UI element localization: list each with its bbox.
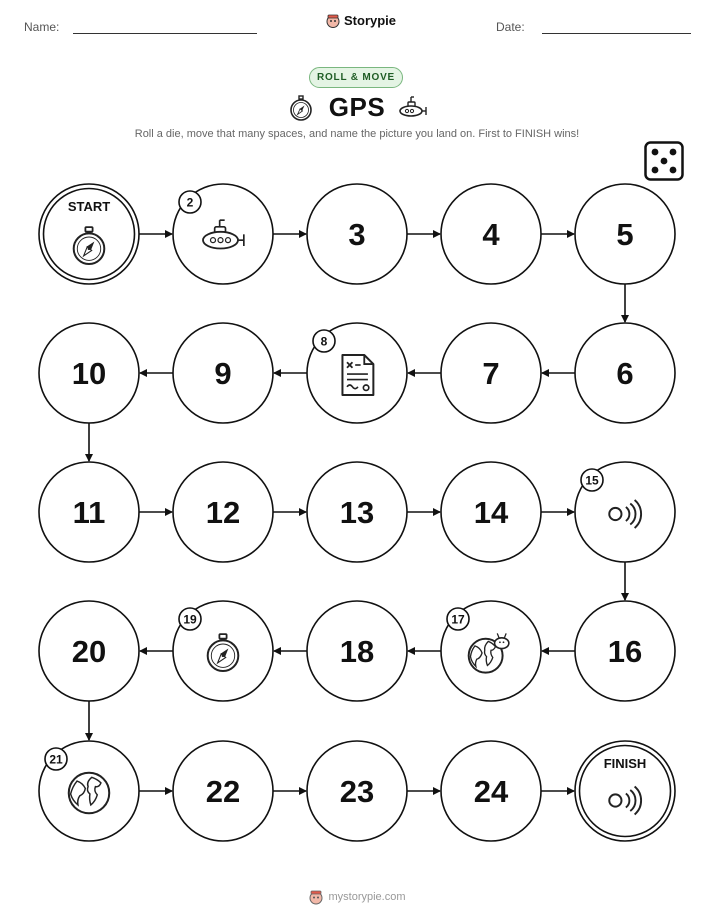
space-number-badge-text: 15 bbox=[585, 473, 599, 488]
board-space-7[interactable] bbox=[441, 323, 541, 423]
board-space-19[interactable] bbox=[173, 601, 273, 701]
space-number: 14 bbox=[473, 495, 509, 530]
board-space-14[interactable] bbox=[441, 462, 541, 562]
board-space-21[interactable] bbox=[39, 741, 139, 841]
board-space-22[interactable] bbox=[173, 741, 273, 841]
storypie-logo-icon bbox=[308, 889, 324, 905]
space-number: 13 bbox=[339, 495, 375, 530]
board-space-24[interactable] bbox=[441, 741, 541, 841]
brand-name: Storypie bbox=[344, 13, 397, 28]
space-number-badge-text: 17 bbox=[451, 612, 465, 627]
space-number: 4 bbox=[482, 217, 500, 252]
footer-url: mystorypie.com bbox=[328, 891, 406, 903]
space-number: 12 bbox=[205, 495, 241, 530]
board-space-5[interactable] bbox=[575, 184, 675, 284]
date-label: Date: bbox=[496, 20, 525, 34]
space-number: 24 bbox=[473, 774, 509, 809]
space-number: 23 bbox=[339, 774, 375, 809]
board-space-15[interactable] bbox=[575, 462, 675, 562]
space-number: 11 bbox=[72, 495, 106, 530]
board-space-13[interactable] bbox=[307, 462, 407, 562]
start-space[interactable] bbox=[39, 184, 139, 284]
board-space-6[interactable] bbox=[575, 323, 675, 423]
space-number: 20 bbox=[71, 634, 107, 669]
space-number: 22 bbox=[205, 774, 241, 809]
start-label: START bbox=[67, 199, 111, 214]
board-space-3[interactable] bbox=[307, 184, 407, 284]
roll-and-move-badge: ROLL & MOVE bbox=[309, 67, 403, 88]
space-number-badge-text: 8 bbox=[320, 334, 328, 349]
board-space-18[interactable] bbox=[307, 601, 407, 701]
board-space-20[interactable] bbox=[39, 601, 139, 701]
space-number: 5 bbox=[616, 217, 634, 252]
name-label: Name: bbox=[24, 20, 60, 34]
board-space-4[interactable] bbox=[441, 184, 541, 284]
space-number-badge-text: 21 bbox=[49, 752, 63, 767]
footer bbox=[0, 889, 714, 905]
globe-icon bbox=[69, 773, 109, 813]
finish-label: FINISH bbox=[603, 756, 647, 771]
space-number-badge-text: 2 bbox=[186, 195, 194, 210]
board-space-17[interactable] bbox=[441, 601, 541, 701]
board-space-8[interactable] bbox=[307, 323, 407, 423]
board-space-10[interactable] bbox=[39, 323, 139, 423]
finish-space[interactable] bbox=[575, 741, 675, 841]
space-number-badge-text: 19 bbox=[183, 612, 197, 627]
space-number: 18 bbox=[339, 634, 375, 669]
instructions-text: Roll a die, move that many spaces, and name the picture you land on. First to FINISH wins! bbox=[134, 128, 580, 140]
space-number: 9 bbox=[214, 356, 232, 391]
board-space-16[interactable] bbox=[575, 601, 675, 701]
space-number: 6 bbox=[616, 356, 634, 391]
board-space-9[interactable] bbox=[173, 323, 273, 423]
space-number: 10 bbox=[71, 356, 107, 391]
document-icon bbox=[342, 355, 373, 395]
space-number: 3 bbox=[348, 217, 366, 252]
board-space-23[interactable] bbox=[307, 741, 407, 841]
board-space-12[interactable] bbox=[173, 462, 273, 562]
board-space-11[interactable] bbox=[39, 462, 139, 562]
board-space-2[interactable] bbox=[173, 184, 273, 284]
page-title: GPS bbox=[328, 92, 386, 122]
space-number: 16 bbox=[607, 634, 643, 669]
space-number: 7 bbox=[482, 356, 500, 391]
